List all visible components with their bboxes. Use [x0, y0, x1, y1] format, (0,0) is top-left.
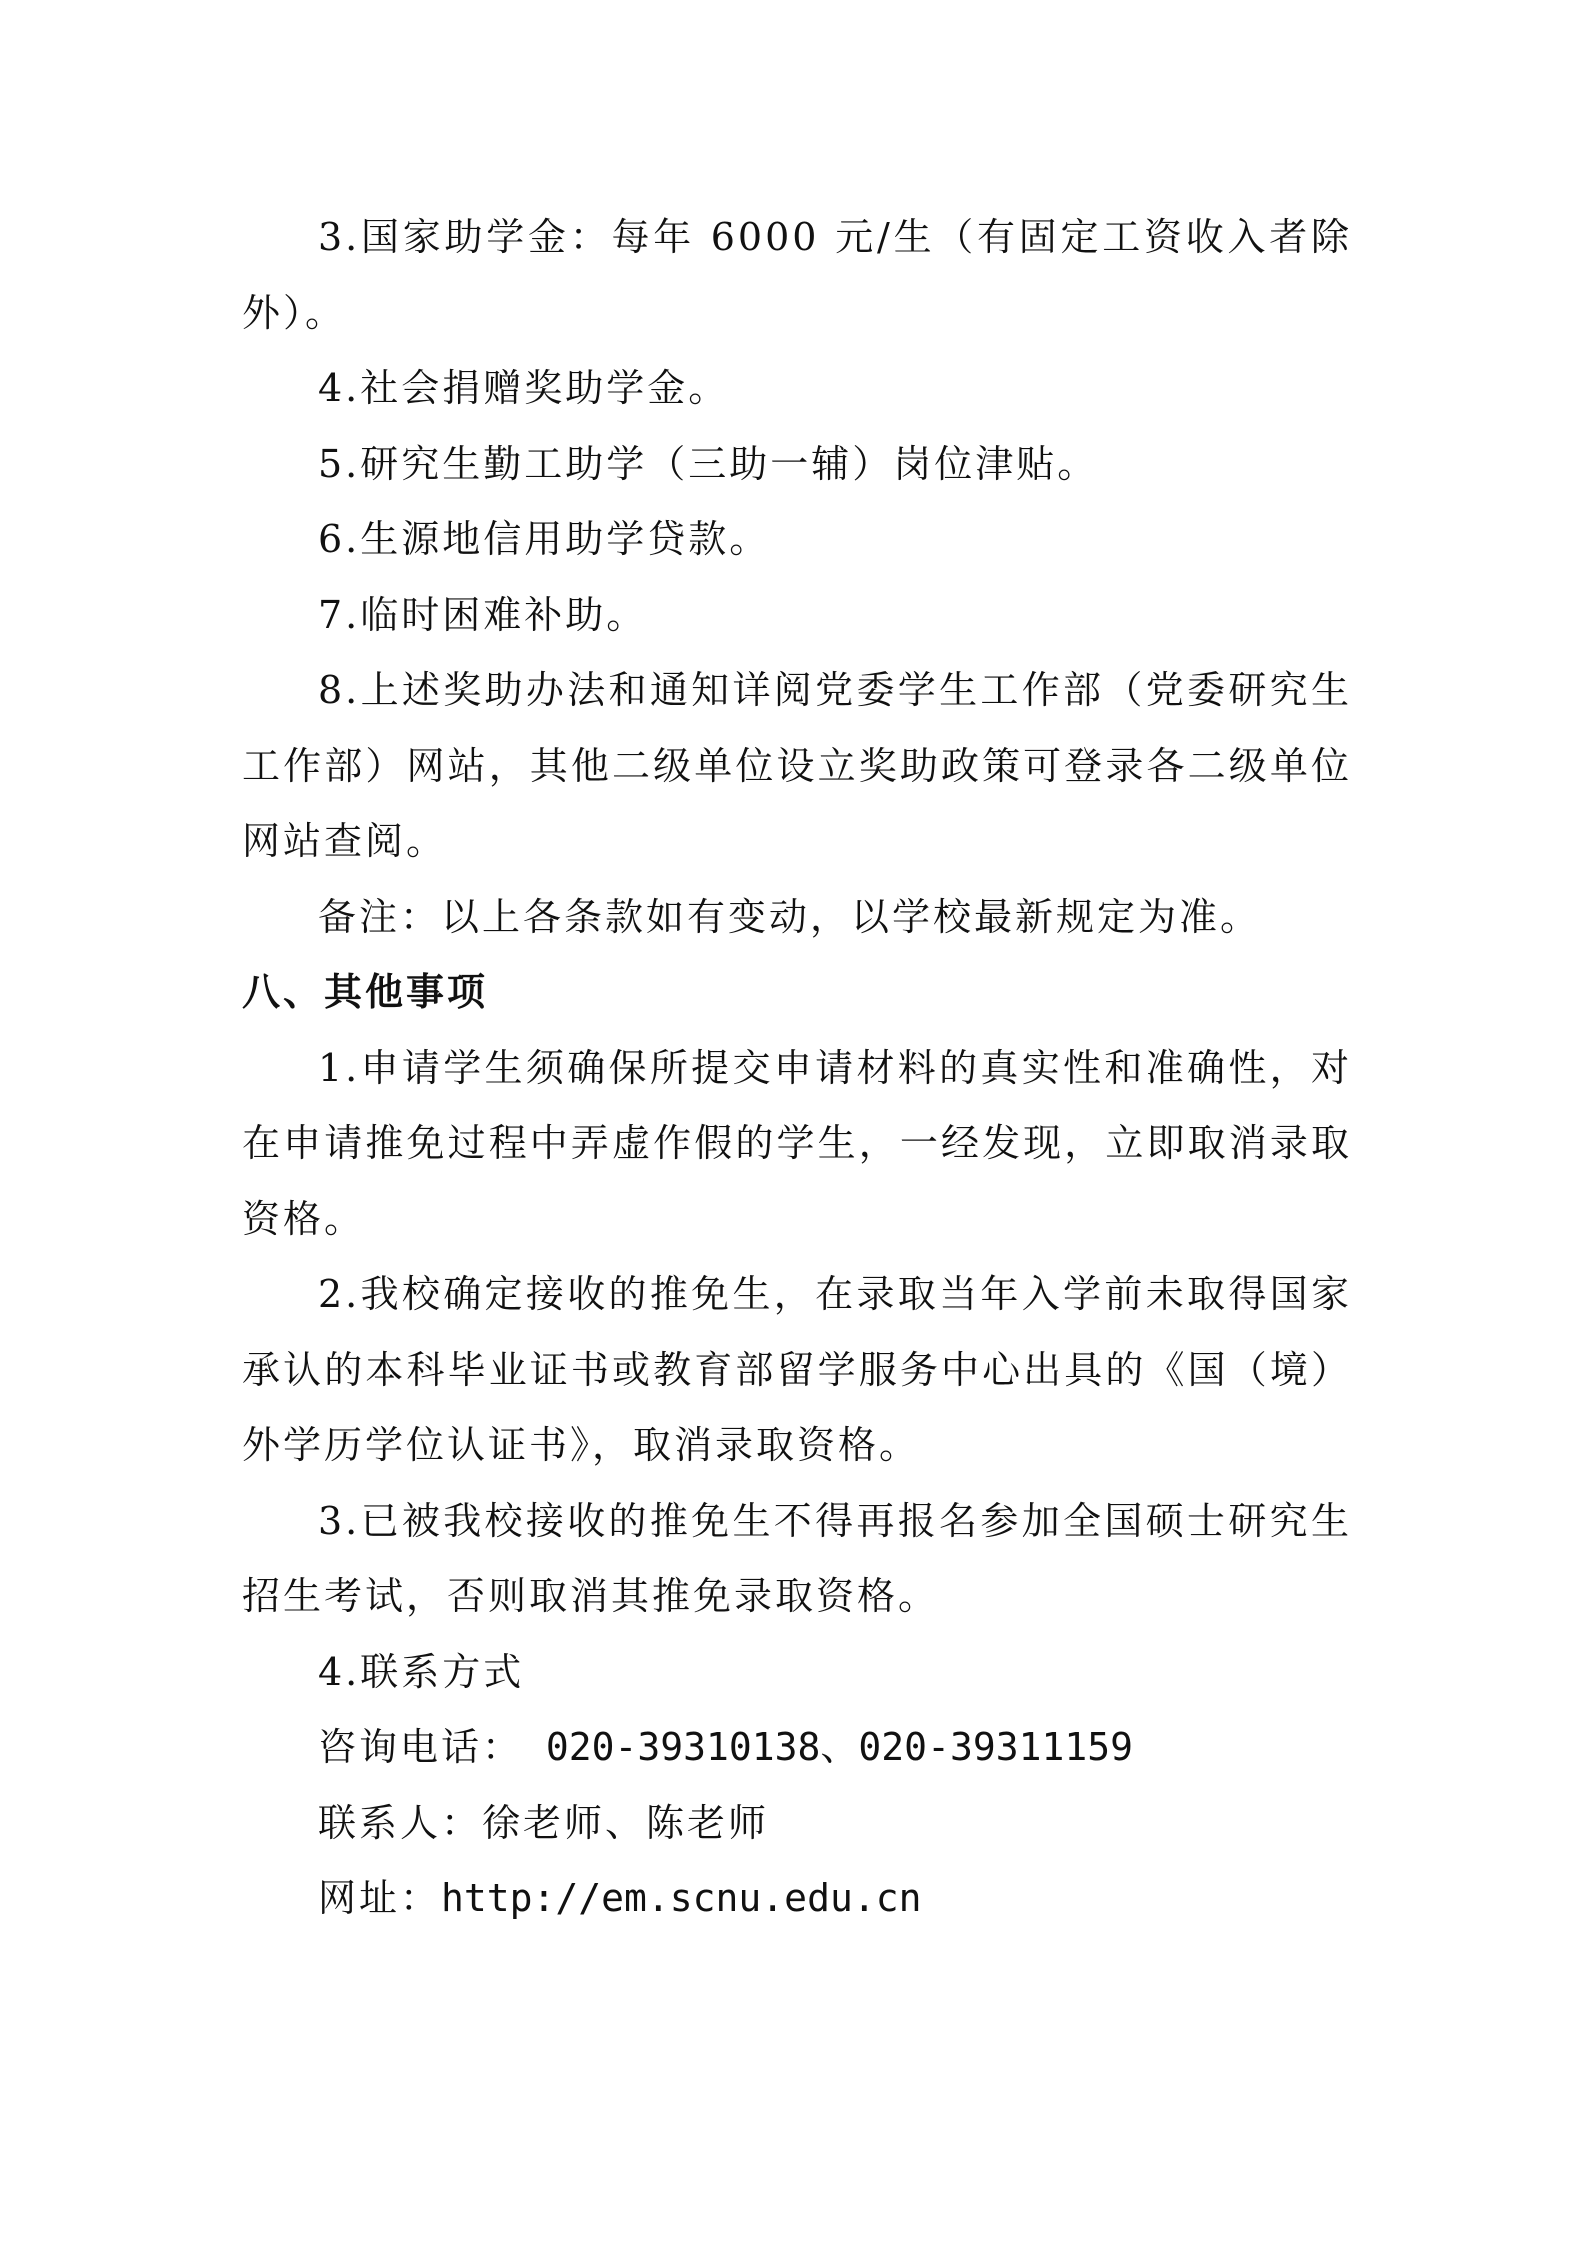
section-heading-other-matters: 八、其他事项: [242, 970, 489, 1014]
contact-person-value: 徐老师、陈老师: [482, 1800, 770, 1845]
contact-person-line: [242, 1786, 1352, 1862]
funding-item-8: 8.上述奖助办法和通知详阅党委学生工作部（党委研究生工作部）网站，其他二级单位设立奖助政策可登录各二级单位网站查阅。: [242, 668, 1352, 863]
other-item-2: 2.我校确定接收的推免生，在录取当年入学前未取得国家承认的本科毕业证书或教育部留学服务中心出具的《国（境）外学历学位认证书》，取消录取资格。: [242, 1272, 1352, 1467]
contact-website-line: [242, 1861, 1352, 1937]
contact-phone-value: 020-39310138、020-39311159: [523, 1725, 1133, 1769]
funding-item-6: 6.生源地信用助学贷款。: [318, 517, 771, 561]
contact-person-label: 联系人：: [318, 1800, 483, 1845]
remark-note: 备注：以上各条款如有变动，以学校最新规定为准。: [318, 894, 1262, 939]
other-item-4-contact-title: 4.联系方式: [318, 1649, 525, 1694]
funding-item-4: 4.社会捐赠奖助学金。: [318, 366, 730, 410]
contact-phone-label: 咨询电话：: [318, 1725, 524, 1769]
contact-website-link[interactable]: http://em.scnu.edu.cn: [441, 1876, 922, 1920]
funding-item-3: 3.国家助学金：每年 6000 元/生（有固定工资收入者除外）。: [242, 215, 1352, 335]
other-item-1: 1.申请学生须确保所提交申请材料的真实性和准确性，对在申请推免过程中弄虚作假的学生，一经发现，立即取消录取资格。: [242, 1045, 1352, 1241]
funding-item-7: 7.临时困难补助。: [318, 592, 648, 637]
funding-item-5: 5.研究生勤工助学（三助一辅）岗位津贴。: [318, 441, 1099, 486]
contact-website-label: 网址：: [318, 1876, 442, 1920]
other-item-3: 3.已被我校接收的推免生不得再报名参加全国硕士研究生招生考试，否则取消其推免录取资格。: [242, 1498, 1352, 1618]
contact-phone-line: [242, 1710, 1352, 1786]
document-body: [242, 200, 1352, 1937]
